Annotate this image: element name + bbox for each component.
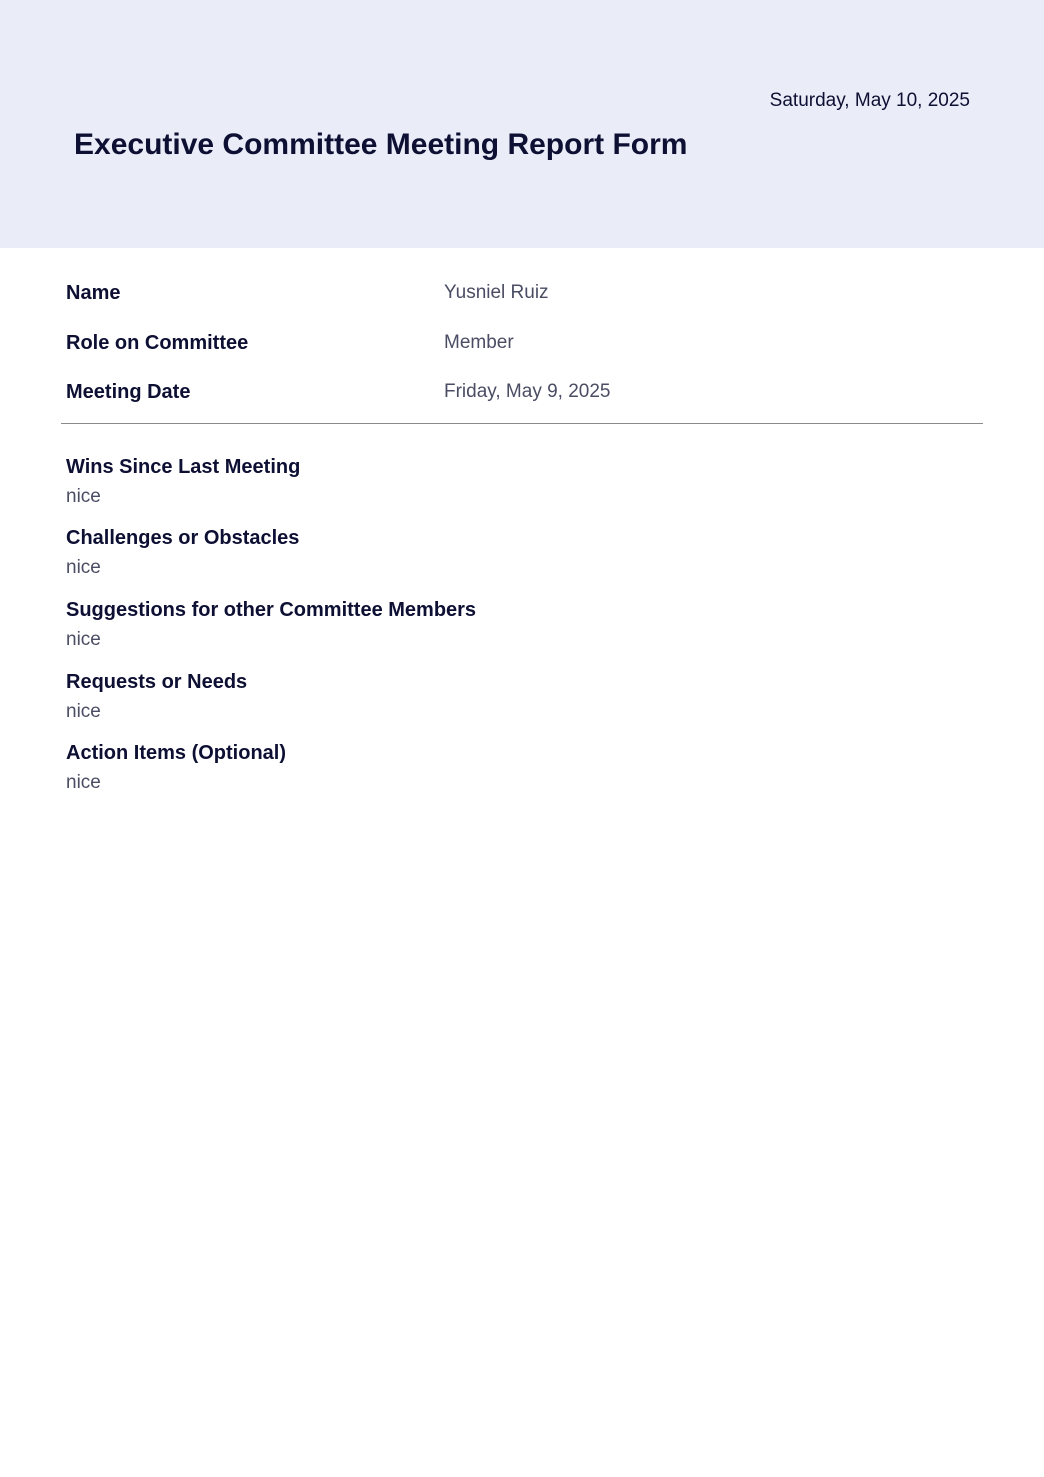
- section-action-items: [66, 740, 966, 795]
- section-divider: [61, 423, 983, 424]
- field-label-meeting-date: Meeting Date: [66, 381, 191, 403]
- section-heading-suggestions: Suggestions for other Committee Members: [66, 599, 477, 621]
- field-value-meeting-date: Friday, May 9, 2025: [444, 381, 611, 402]
- section-requests: [66, 669, 966, 724]
- field-row-name: [0, 282, 1044, 312]
- field-row-meeting-date: [0, 381, 1044, 411]
- field-label-name: Name: [66, 282, 121, 304]
- field-row-role: [0, 332, 1044, 362]
- section-heading-requests: Requests or Needs: [66, 671, 248, 693]
- section-answer-action-items: nice: [66, 772, 101, 793]
- section-answer-challenges: nice: [66, 557, 101, 578]
- section-suggestions: [66, 597, 966, 652]
- report-title: Executive Committee Meeting Report Form: [74, 128, 688, 161]
- field-value-name: Yusniel Ruiz: [444, 282, 549, 303]
- report-date: Saturday, May 10, 2025: [769, 90, 970, 111]
- section-heading-challenges: Challenges or Obstacles: [66, 527, 300, 549]
- section-heading-wins: Wins Since Last Meeting: [66, 456, 301, 478]
- field-label-role: Role on Committee: [66, 332, 249, 354]
- report-header: [0, 0, 1044, 248]
- field-value-role: Member: [444, 332, 514, 353]
- section-wins: [66, 454, 966, 509]
- section-answer-requests: nice: [66, 701, 101, 722]
- section-answer-wins: nice: [66, 486, 101, 507]
- section-challenges: [66, 525, 966, 580]
- section-answer-suggestions: nice: [66, 629, 101, 650]
- section-heading-action-items: Action Items (Optional): [66, 742, 286, 764]
